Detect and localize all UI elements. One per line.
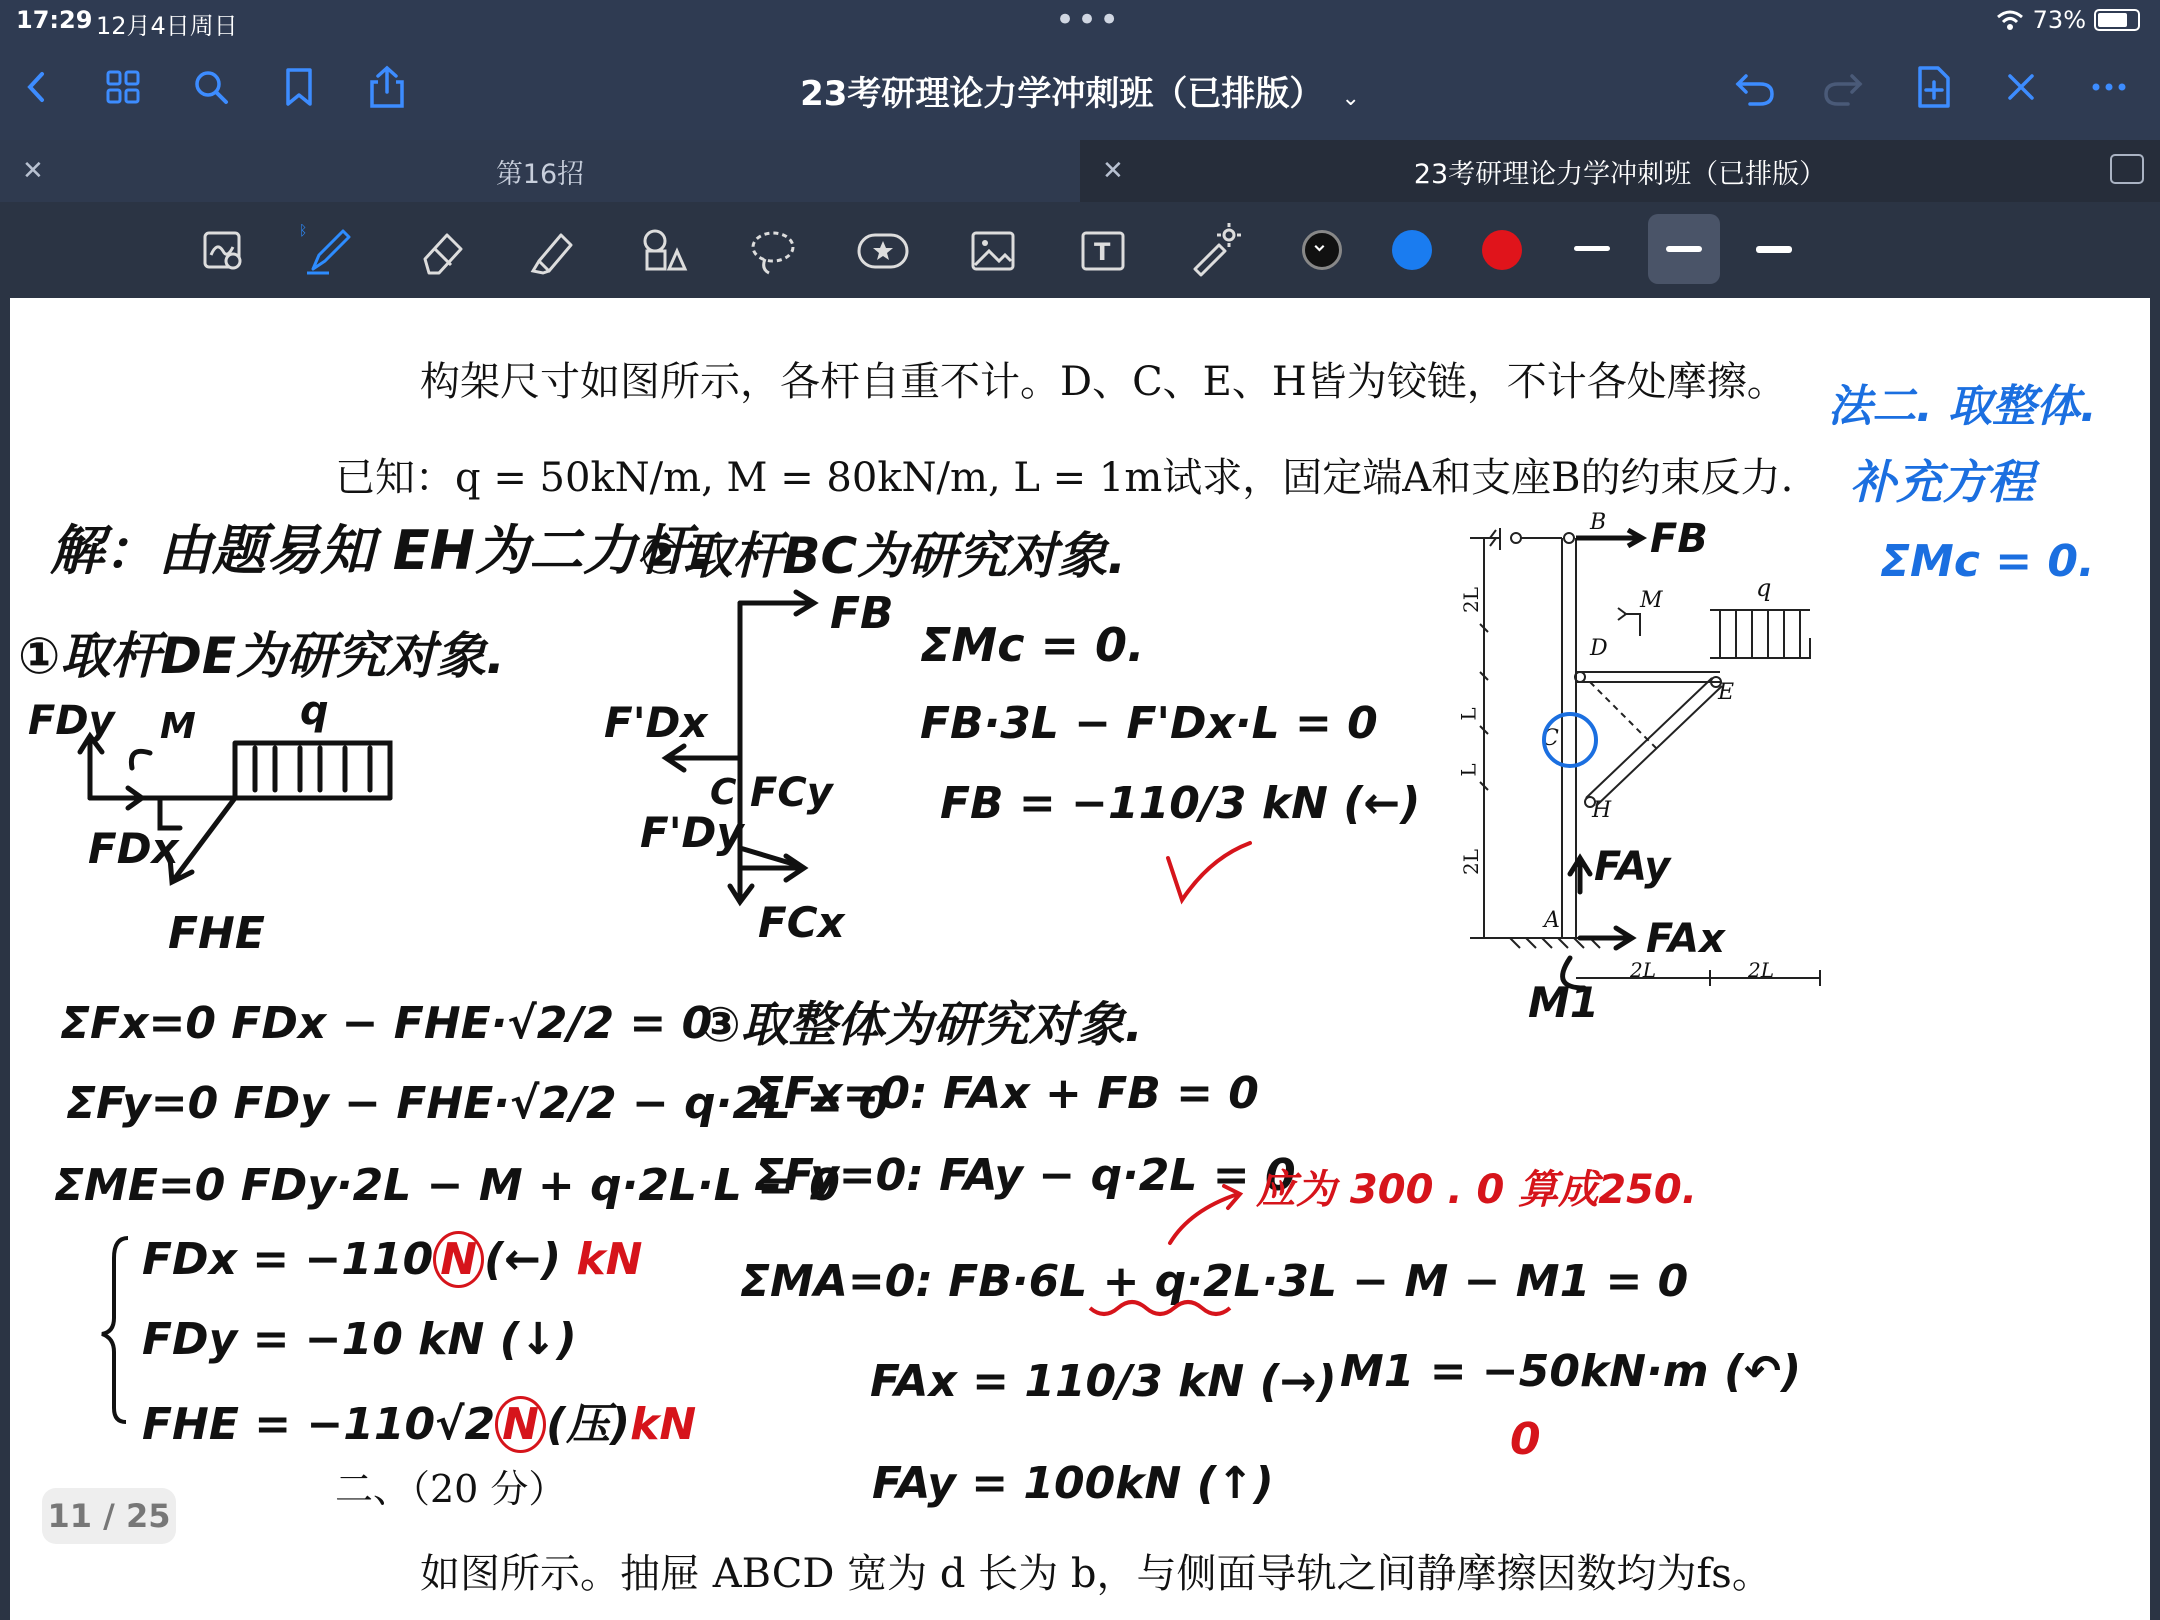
fbd2-sketch xyxy=(666,592,814,902)
tab-label: 23考研理论力学冲刺班（已排版） xyxy=(1413,158,1827,190)
tab-close-icon[interactable]: ✕ xyxy=(22,156,44,186)
fbd2-fdy-label: F'Dy xyxy=(640,808,744,857)
eq2-sum-mc: ΣMc = 0. xyxy=(920,618,1145,672)
step-2-heading: ②取杆BC为研究对象. xyxy=(640,527,1127,585)
figure-label-a: A xyxy=(1544,908,1560,933)
figure-dim-2l-a: 2L xyxy=(1630,958,1657,982)
handwritten-drawings xyxy=(10,298,2150,1620)
top-bar xyxy=(0,0,2160,140)
tab-label: 第16招 xyxy=(495,158,585,190)
svg-text:ᛒ: ᛒ xyxy=(299,223,308,239)
res3-fax: FAx = 110/3 kN (→) xyxy=(870,1356,1337,1407)
fbd2-fcy-label: FCy xyxy=(750,770,833,816)
pen-icon[interactable] xyxy=(296,218,362,284)
thickness-thick-icon xyxy=(1756,246,1792,253)
status-date: 12月4日周日 xyxy=(96,12,238,40)
figure-label-b: B xyxy=(1590,510,1607,535)
figure-label-m1: M1 xyxy=(1528,978,1600,1027)
tab-close-icon[interactable]: ✕ xyxy=(1102,156,1124,186)
figure-label-fax: FAx xyxy=(1646,916,1725,962)
tab-bar xyxy=(0,140,2160,202)
battery-icon xyxy=(2094,9,2140,31)
battery-percent: 73% xyxy=(2032,6,2086,34)
eraser-icon[interactable] xyxy=(410,218,476,284)
fbd1-fdy-label: FDy xyxy=(28,698,115,744)
image-icon[interactable] xyxy=(960,218,1026,284)
blue-circle-c xyxy=(1544,714,1596,766)
laser-pointer-icon[interactable] xyxy=(1180,218,1246,284)
res1-fhe-unit: kN xyxy=(630,1399,697,1450)
figure-dim-bottom-2l: 2L xyxy=(1459,848,1484,876)
status-right xyxy=(1995,6,2140,34)
res1-fhe-value: FHE = −110√2 xyxy=(142,1399,496,1450)
blue-note-method2: 法二. 取整体. xyxy=(1828,381,2097,432)
redo-icon[interactable] xyxy=(1818,62,1868,112)
tab-second[interactable] xyxy=(1080,140,2160,202)
figure-label-h: H xyxy=(1592,798,1612,823)
blue-note-sum-mc: ΣMc = 0. xyxy=(1880,536,2095,587)
fbd1-m-label: M xyxy=(160,706,196,747)
lasso-zoom-icon[interactable] xyxy=(190,218,256,284)
fbd1-sketch xyxy=(80,736,390,882)
res1-fhe-circled-unit: N xyxy=(495,1396,546,1453)
text-icon[interactable] xyxy=(1070,218,1136,284)
svg-text:T: T xyxy=(1094,238,1111,266)
figure-label-m: M xyxy=(1640,588,1663,613)
document-page[interactable] xyxy=(10,298,2150,1620)
problem-line-1: 构架尺寸如图所示，各杆自重不计。D、C、E、H皆为铰链，不计各处摩擦。 xyxy=(420,359,1787,405)
thickness-medium-icon xyxy=(1666,246,1702,252)
res1-fdx-dir: (←) xyxy=(484,1234,577,1285)
red-arrow xyxy=(1170,1186,1240,1243)
figure-dim-top-2l: 2L xyxy=(1459,586,1484,614)
res1-fdx-circled-unit: N xyxy=(433,1231,484,1288)
red-wavy-underline xyxy=(1090,1302,1230,1314)
page-margin-right xyxy=(2150,298,2160,1620)
figure-label-d: D xyxy=(1590,636,1608,661)
color-black-swatch[interactable] xyxy=(1302,230,1342,270)
eq3-sum-fx: ΣFx=0: FAx + FB = 0 xyxy=(754,1068,1259,1119)
lasso-icon[interactable] xyxy=(740,218,806,284)
blue-note-extra-equation: 补充方程 xyxy=(1850,455,2034,509)
color-blue-swatch[interactable] xyxy=(1392,230,1432,270)
step-3-heading: ③取整体为研究对象. xyxy=(700,997,1143,1053)
split-view-icon[interactable] xyxy=(2110,154,2144,184)
status-time: 17:29 xyxy=(16,6,93,34)
page-indicator[interactable]: 11 / 25 xyxy=(42,1488,176,1544)
figure-label-c: C xyxy=(1542,726,1559,751)
sticker-icon[interactable] xyxy=(850,218,916,284)
red-correction-note: 应为 300 . 0 算成250. xyxy=(1256,1167,1697,1213)
color-red-swatch[interactable] xyxy=(1482,230,1522,270)
fbd2-fb-label: FB xyxy=(830,588,894,639)
fbd1-q-label: q xyxy=(300,688,329,734)
eq1-sum-fx: ΣFx=0 FDx − FHE·√2/2 = 0 xyxy=(60,998,713,1049)
eq1-sum-me: ΣME=0 FDy·2L − M + q·2L·L = 0 xyxy=(54,1160,840,1211)
page-margin-left xyxy=(0,298,10,1620)
tab-first[interactable] xyxy=(0,140,1080,202)
eq1-sum-fy: ΣFy=0 FDy − FHE·√2/2 − q·2L = 0 xyxy=(66,1078,890,1129)
chevron-down-icon[interactable]: ⌄ xyxy=(1341,86,1360,111)
step-1-heading: ①取杆DE为研究对象. xyxy=(18,627,505,685)
figure-dim-l-2: L xyxy=(1456,763,1481,777)
res3-fay: FAy = 100kN (↑) xyxy=(872,1458,1274,1509)
figure-label-fay: FAy xyxy=(1594,844,1671,890)
problem-line-2: 已知：q = 50kN/m, M = 80kN/m, L = 1m试求，固定端A和支座B的约束反力. xyxy=(335,455,1794,501)
result-brace xyxy=(102,1238,128,1422)
eq2-moment: FB·3L − F'Dx·L = 0 xyxy=(920,698,1378,749)
figure-hand-arrows xyxy=(1563,858,1632,988)
eq2-fb-result: FB = −110/3 kN (←) xyxy=(940,778,1421,829)
problem-2-text: 如图所示。抽屉 ABCD 宽为 d 长为 b，与侧面导轨之间静摩擦因数均为fs。 xyxy=(420,1551,1772,1597)
fbd2-fdx-label: F'Dx xyxy=(604,698,708,747)
solution-title: 解：由题易知 EH为二力杆. xyxy=(50,519,712,582)
res1-fdy: FDy = −10 kN (↓) xyxy=(142,1314,577,1365)
figure-dim-l-1: L xyxy=(1456,707,1481,721)
close-x-icon[interactable] xyxy=(1996,62,2046,112)
eq3-sum-fy: ΣFy=0: FAy − q·2L = 0 xyxy=(754,1150,1296,1201)
highlighter-icon[interactable] xyxy=(520,218,586,284)
more-icon[interactable] xyxy=(2084,62,2134,112)
wifi-icon xyxy=(1995,8,2025,32)
add-page-icon[interactable] xyxy=(1908,62,1958,112)
fbd2-c-label: C xyxy=(710,772,737,813)
res3-m1: M1 = −50kN·m (↶) xyxy=(1340,1346,1802,1397)
res1-fdx-value: FDx = −110 xyxy=(142,1234,434,1285)
fbd1-fhe-label: FHE xyxy=(168,908,265,959)
res1-fdx-unit: kN xyxy=(576,1234,643,1285)
section-2-heading: 二、（20 分） xyxy=(335,1467,567,1511)
fbd2-fcx-label: FCx xyxy=(758,898,845,947)
figure-label-e: E xyxy=(1718,680,1735,705)
fbd1-fdx-label: FDx xyxy=(88,824,179,873)
figure-label-q: q xyxy=(1756,574,1772,602)
thickness-thin-icon xyxy=(1574,246,1610,251)
undo-icon[interactable] xyxy=(1730,62,1780,112)
structure-figure xyxy=(1470,528,1820,986)
eq3-sum-ma: ΣMA=0: FB·6L + q·2L·3L − M − M1 = 0 xyxy=(740,1256,1689,1307)
figure-label-fb: FB xyxy=(1650,516,1708,562)
res1-fhe-dir: (压) xyxy=(545,1399,631,1450)
multitask-dots-icon[interactable]: ••• xyxy=(1055,0,1122,40)
document-title-text: 23考研理论力学冲刺班（已排版） xyxy=(800,74,1324,114)
red-zero-mark: 0 xyxy=(1510,1414,1541,1465)
shapes-icon[interactable] xyxy=(630,218,696,284)
red-check-mark xyxy=(1168,843,1250,900)
figure-dim-2l-b: 2L xyxy=(1748,958,1775,982)
